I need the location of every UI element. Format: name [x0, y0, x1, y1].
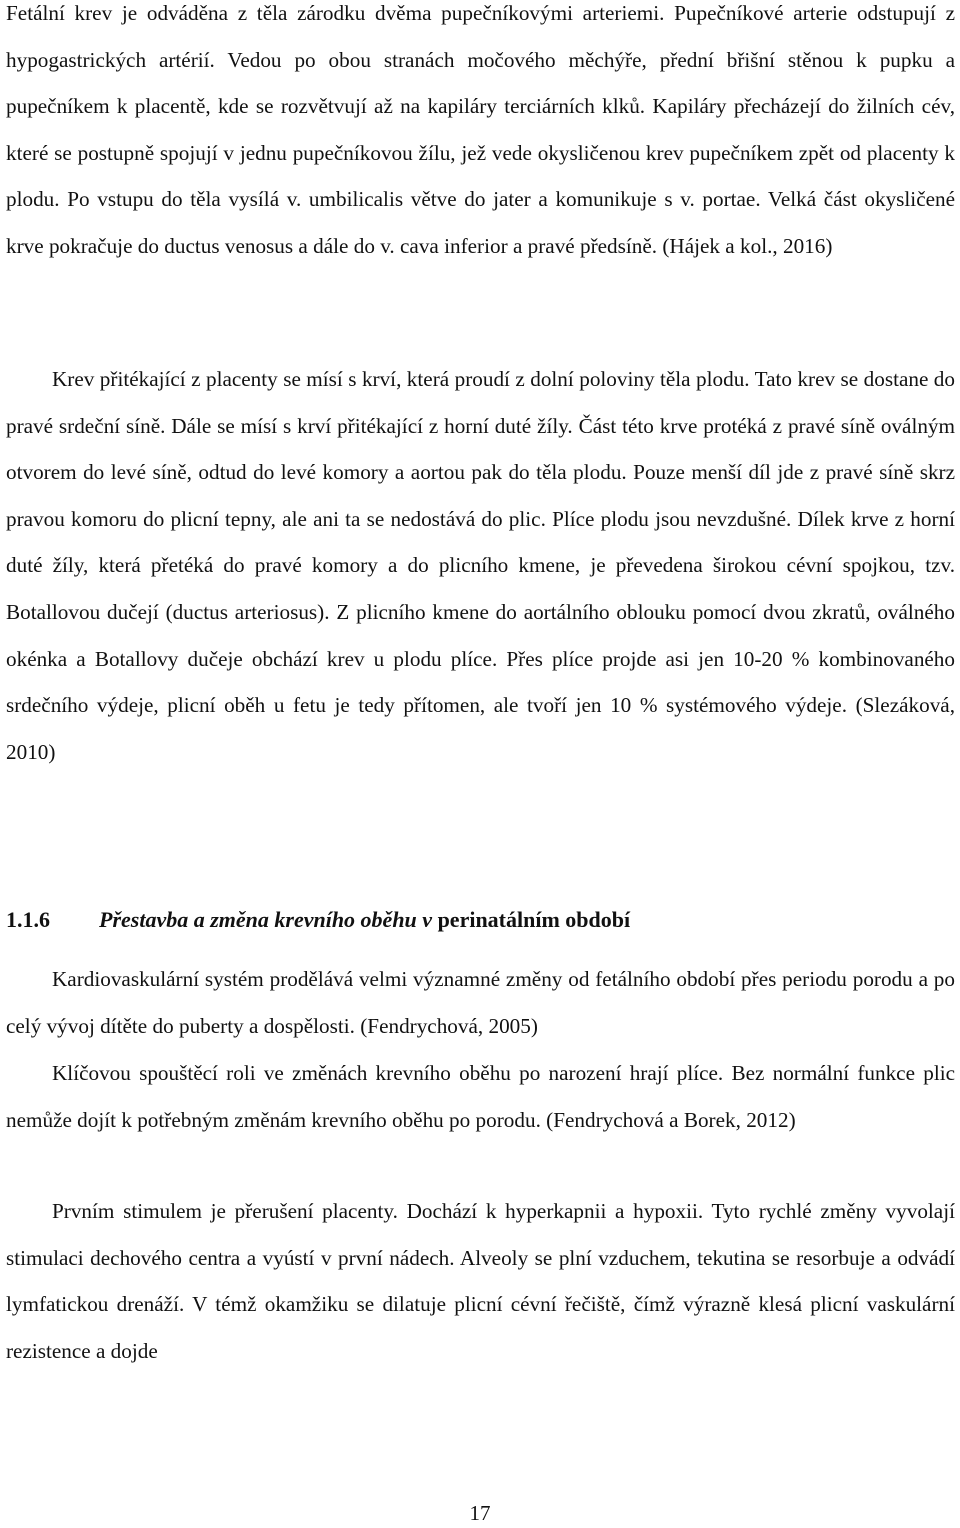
paragraph-cardiovascular-changes: Kardiovaskulární systém prodělává velmi významné změny od fetálního období přes periodu porodu a po celý vývoj dítěte do puberty a dospělosti. (Fendrychová, 2005) [6, 967, 955, 1038]
paragraph-blood-mixing: Krev přitékající z placenty se mísí s krví, která proudí z dolní poloviny těla plodu. Tato krev se dostane do pravé srdeční síně. Dále se mísí s krví přitékající z horní duté žíly. Část této krve protéká z pravé síně oválným otvorem do levé síně, odtud do levé komory a aortou pak do těla plodu. Pouze menší díl jde z pravé síně skrz pravou komoru do plicní tepny, ale ani ta se nedostává do plic. Plíce plodu jsou nevzdušné. Dílek krve z horní duté žíly, která přetéká do pravé komory a do plicního kmene, je převedena širokou cévní spojkou, tzv. Botallovou dučejí (ductus arteriosus). Z plicního kmene do aortálního oblouku pomocí dvou zkratů, oválného okénka a Botallovy dučeje obchází krev u plodu plíce. Přes plíce projde asi jen 10-20 % kombinovaného srdečního výdeje, plicní oběh u fetu je tedy přítomen, ale tvoří jen 10 % systémového výdeje. (Slezáková, 2010) [6, 367, 955, 764]
page-number: 17 [469, 1501, 491, 1525]
section-title-rest: perinatálním období [432, 907, 631, 932]
section-number: 1.1.6 [6, 907, 50, 932]
paragraph-fetal-circulation: Fetální krev je odváděna z těla zárodku dvěma pupečníkovými arteriemi. Pupečníkové arterie odstupují z hypogastrických artérií. Vedou po obou stranách močového měchýře, přední břišní stěnou k pupku a pupečníkem k placentě, kde se rozvětvují až na kapiláry terciárních klků. Kapiláry přecházejí do žilních cév, které se postupně spojují v jednu pupečníkovou žílu, jež vede okysličenou krev pupečníkem zpět od placenty k plodu. Po vstupu do těla vysílá v. umbilicalis větve do jater a komunikuje s v. portae. Velká část okysličené krve pokračuje do ductus venosus a dále do v. cava inferior a pravé předsíně. (Hájek a kol., 2016) [6, 1, 955, 258]
section-heading [6, 897, 955, 943]
section-title-italic: Přestavba a změna krevního oběhu v [99, 907, 433, 932]
paragraph-lung-role: Klíčovou spouštěcí roli ve změnách krevního oběhu po narození hrají plíce. Bez normální funkce plic nemůže dojít k potřebným změnám krevního oběhu po porodu. (Fendrychová a Borek, 2012) [6, 1061, 955, 1132]
paragraph-first-stimulus: Prvním stimulem je přerušení placenty. Dochází k hyperkapnii a hypoxii. Tyto rychlé změny vyvolají stimulaci dechového centra a vyústí v první nádech. Alveoly se plní vzduchem, tekutina se resorbuje a odvádí lymfatickou drenáží. V témž okamžiku se dilatuje plicní cévní řečiště, čímž výrazně klesá plicní vaskulární rezistence a dojde [6, 1199, 955, 1363]
